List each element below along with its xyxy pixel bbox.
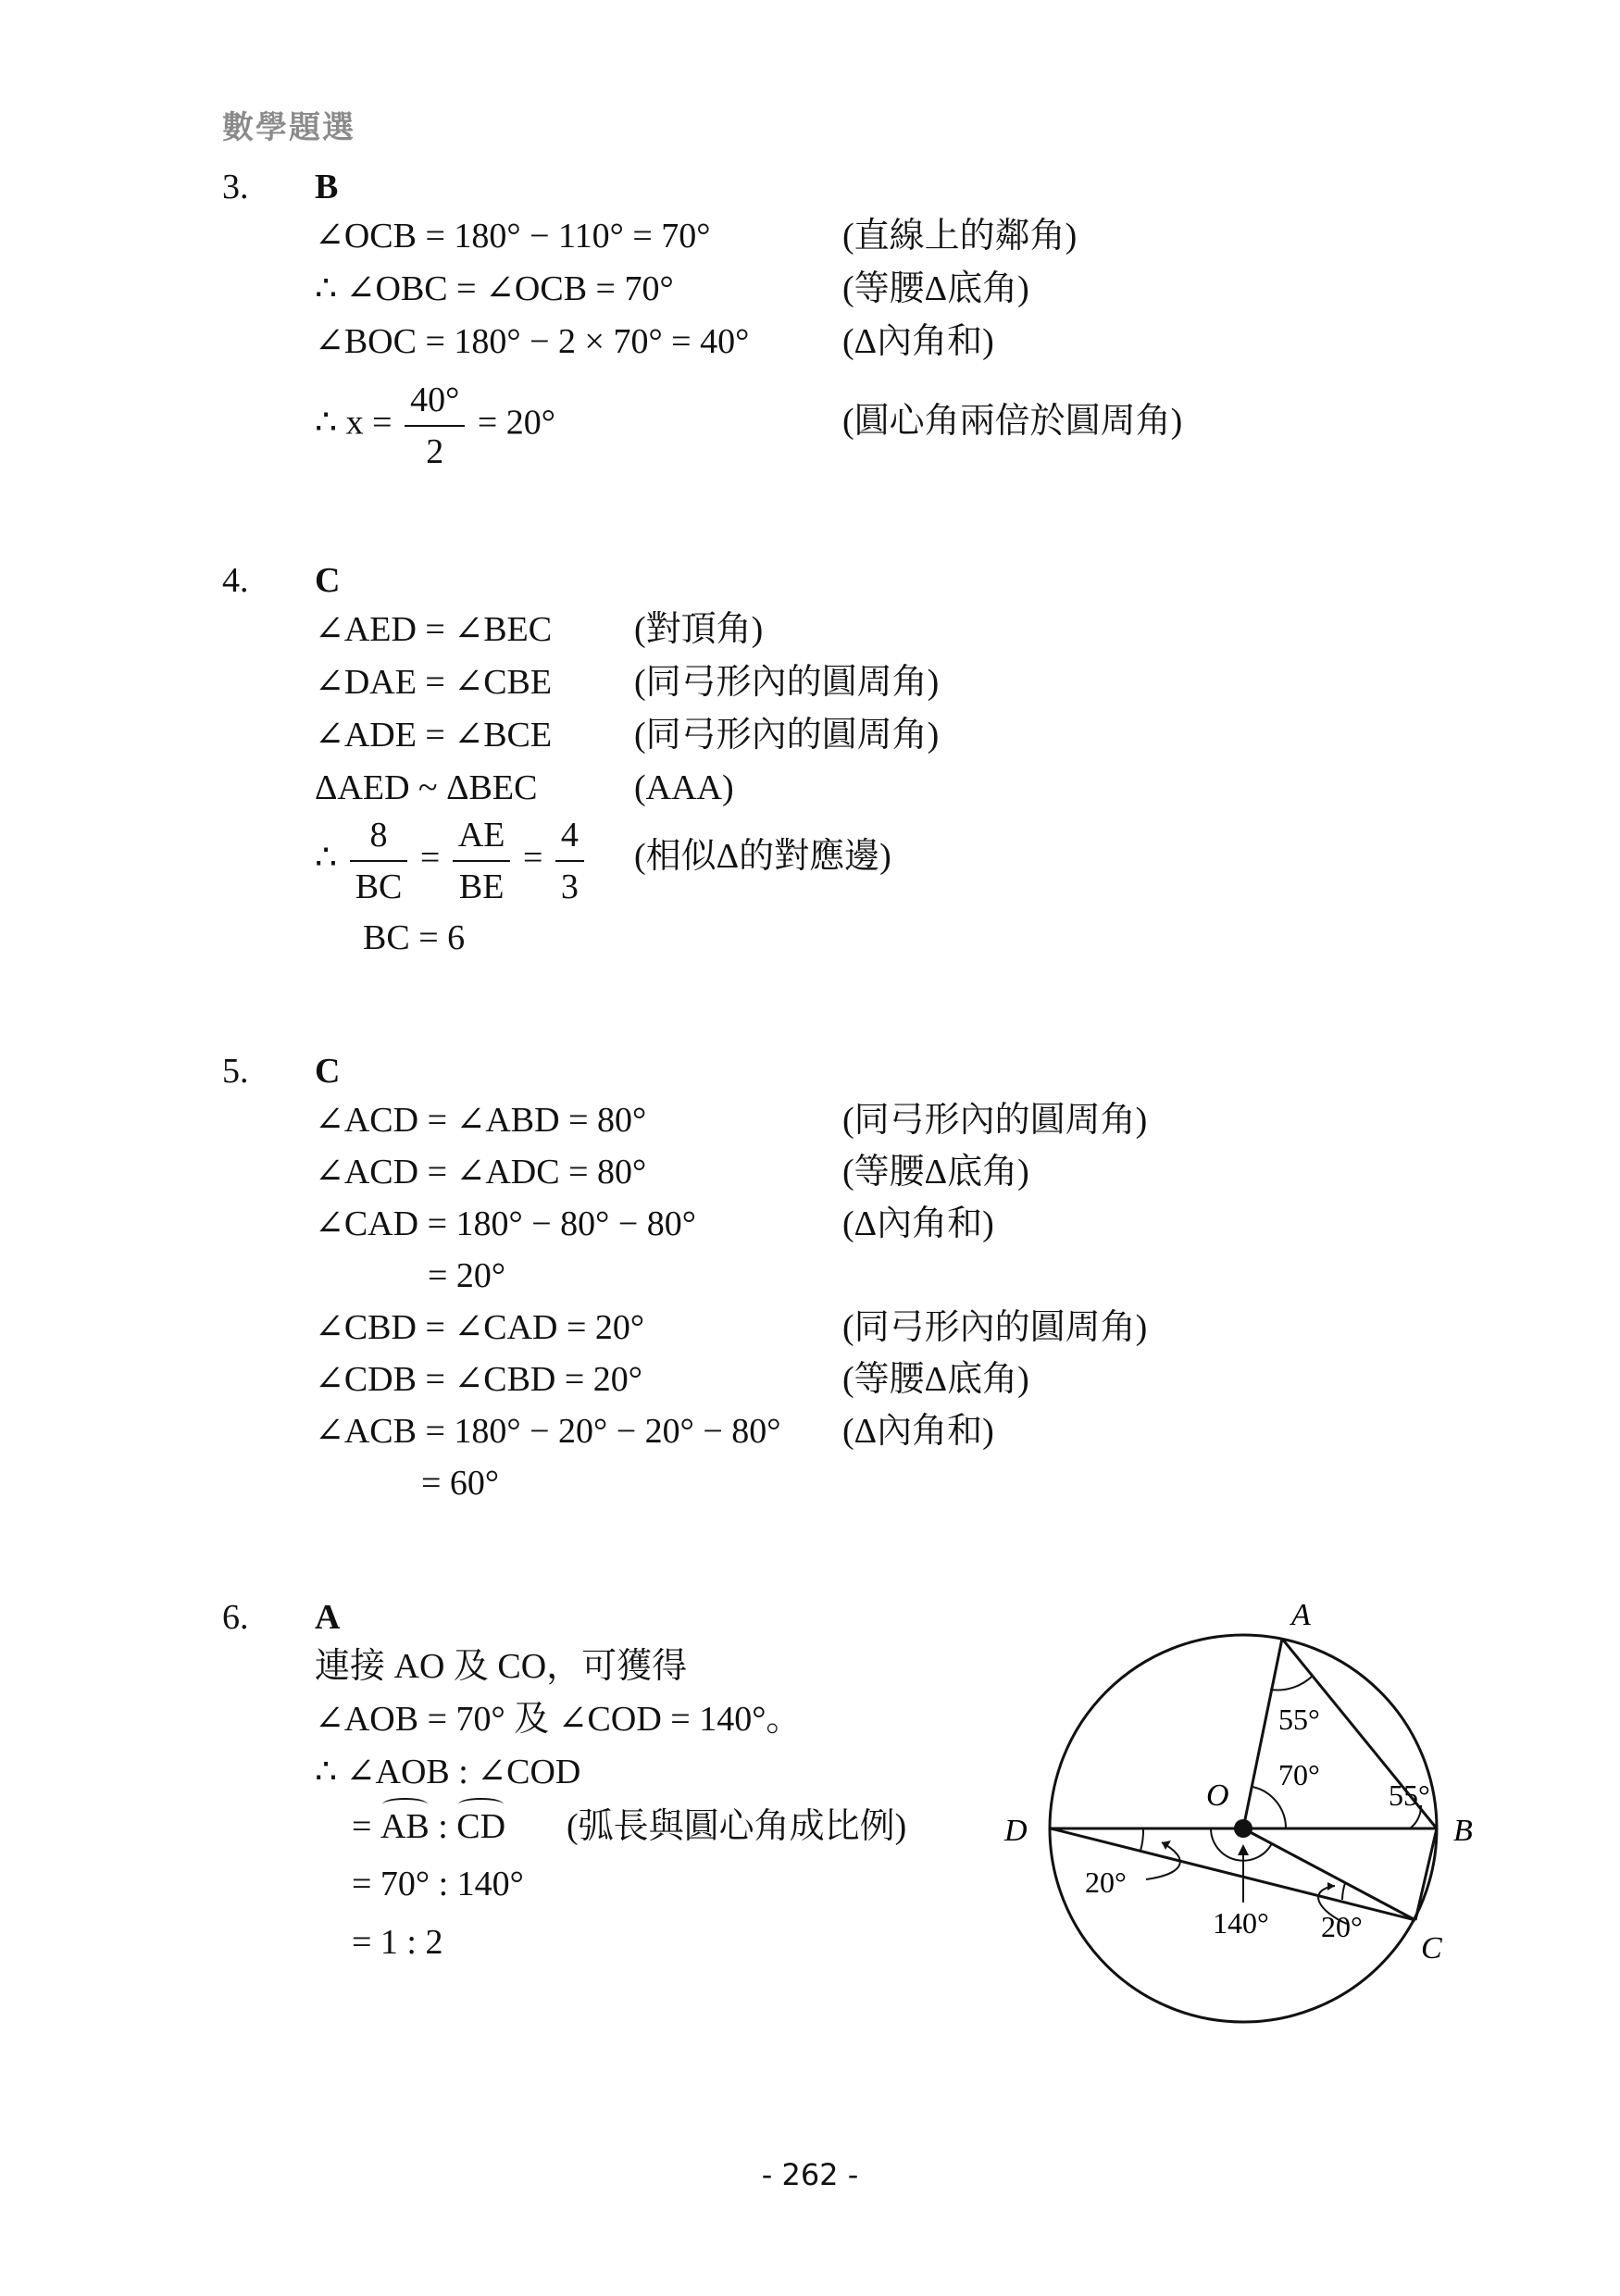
pointer-c20-head [1327,1882,1335,1890]
q4-fraction-2 [453,810,511,912]
q6-step-2: ∠AOB = 70° 及 ∠COD = 140°。 [315,1700,802,1739]
angle-arc-d [1140,1828,1143,1851]
q6-number: 6. [222,1598,249,1637]
q6-reason-arc: (弧長與圓心角成比例) [567,1807,907,1846]
q3-fraction [405,375,465,477]
q4-f2-num: AE [453,810,511,862]
angle-b55: 55° [1389,1778,1430,1812]
page-number: - 262 - [761,2157,859,2192]
angle-o140: 140° [1213,1906,1269,1940]
q3-fraction-line [315,375,555,477]
q3-frac-prefix: ∴ x = [315,403,393,443]
label-o: O [1206,1778,1229,1813]
q4-reason-3: (同弓形內的圓周角) [634,716,940,755]
q4-f3-num: 4 [555,810,584,862]
angle-c20: 20° [1321,1910,1363,1943]
page-header: 數學題選 [222,109,355,146]
angle-arc-o70 [1252,1787,1286,1828]
q6-circle-diagram [981,1592,1518,2037]
q5-step-1: ∠ACD = ∠ABD = 80° [315,1101,647,1140]
q6-arc-eq: = [352,1807,372,1846]
angle-arc-c [1342,1883,1345,1900]
q6-arc-line [352,1803,505,1850]
q3-frac-den: 2 [426,432,444,471]
q4-fraction-1 [350,810,408,912]
q6-step-3: ∴ ∠AOB : ∠COD [315,1753,581,1791]
q4-reason-5: (相似Δ的對應邊) [634,837,891,876]
q3-reason-2: (等腰Δ底角) [842,269,1029,308]
q4-step-2: ∠DAE = ∠CBE [315,663,553,702]
q5-reason-3: (Δ內角和) [842,1204,994,1243]
pointer-o140-head [1238,1844,1249,1855]
q5-step-4: = 20° [428,1256,506,1295]
label-a: A [1291,1598,1311,1632]
q6-step-5: = 70° : 140° [352,1865,524,1903]
q4-reason-1: (對頂角) [634,610,764,649]
segment-ao [1243,1639,1282,1828]
q6-step-6: = 1 : 2 [352,1923,443,1962]
angle-arc-a [1270,1676,1313,1691]
q4-f3-den: 3 [560,867,579,906]
q5-step-3: ∠CAD = 180° − 80° − 80° [315,1204,696,1243]
label-c: C [1421,1931,1442,1965]
q4-step-1: ∠AED = ∠BEC [315,610,553,649]
angle-a55: 55° [1278,1703,1320,1736]
q4-f2-den: BE [458,867,505,906]
segment-oc [1243,1828,1415,1920]
q4-therefore: ∴ [315,838,338,878]
label-b: B [1453,1814,1473,1848]
q3-frac-num: 40° [405,375,465,427]
q3-step-1: ∠OCB = 180° − 110° = 70° [315,217,711,256]
q5-step-2: ∠ACD = ∠ADC = 80° [315,1153,647,1192]
q5-reason-7: (Δ內角和) [842,1412,994,1451]
center-point [1234,1819,1252,1838]
q5-step-7: ∠ACB = 180° − 20° − 20° − 80° [315,1412,781,1451]
q4-ratio-line [315,810,588,912]
q4-f1-den: BC [355,867,403,906]
q4-eq-2: = [522,838,543,878]
q3-answer: B [315,168,339,206]
q5-step-8: = 60° [421,1464,500,1503]
q3-reason-1: (直線上的鄰角) [842,217,1078,256]
q6-arc-ab: AB [380,1803,430,1850]
q5-number: 5. [222,1052,249,1091]
q5-reason-6: (等腰Δ底角) [842,1360,1029,1399]
q4-eq-1: = [419,838,441,878]
angle-o70: 70° [1278,1758,1320,1791]
q4-f1-num: 8 [350,810,408,862]
q4-reason-2: (同弓形內的圓周角) [634,663,940,702]
q4-step-4: ΔAED ~ ΔBEC [315,768,538,807]
q3-number: 3. [222,168,249,206]
q4-result: BC = 6 [363,918,466,957]
chord-bc [1415,1828,1437,1920]
q5-step-5: ∠CBD = ∠CAD = 20° [315,1308,645,1347]
q4-number: 4. [222,561,249,600]
q6-arc-cd: CD [456,1803,505,1850]
angle-d20: 20° [1085,1866,1127,1899]
q4-reason-4: (AAA) [634,768,734,807]
q5-step-6: ∠CDB = ∠CBD = 20° [315,1360,643,1399]
q6-arc-colon: : [438,1807,448,1846]
q4-step-3: ∠ADE = ∠BCE [315,716,553,755]
q5-answer: C [315,1052,341,1091]
q5-reason-5: (同弓形內的圓周角) [842,1308,1148,1347]
q6-answer: A [315,1598,341,1637]
q3-frac-suffix: = 20° [477,403,555,443]
label-d: D [1004,1814,1028,1848]
q3-reason-3: (Δ內角和) [842,322,994,361]
q3-reason-4: (圓心角兩倍於圓周角) [842,402,1183,441]
q5-reason-2: (等腰Δ底角) [842,1153,1029,1192]
q4-answer: C [315,561,341,600]
q5-reason-1: (同弓形內的圓周角) [842,1101,1148,1140]
q3-step-2: ∴ ∠OBC = ∠OCB = 70° [315,269,674,308]
q4-fraction-3 [555,810,584,912]
q3-step-3: ∠BOC = 180° − 2 × 70° = 40° [315,322,750,361]
q6-step-1: 連接 AO 及 CO，可獲得 [315,1647,688,1686]
